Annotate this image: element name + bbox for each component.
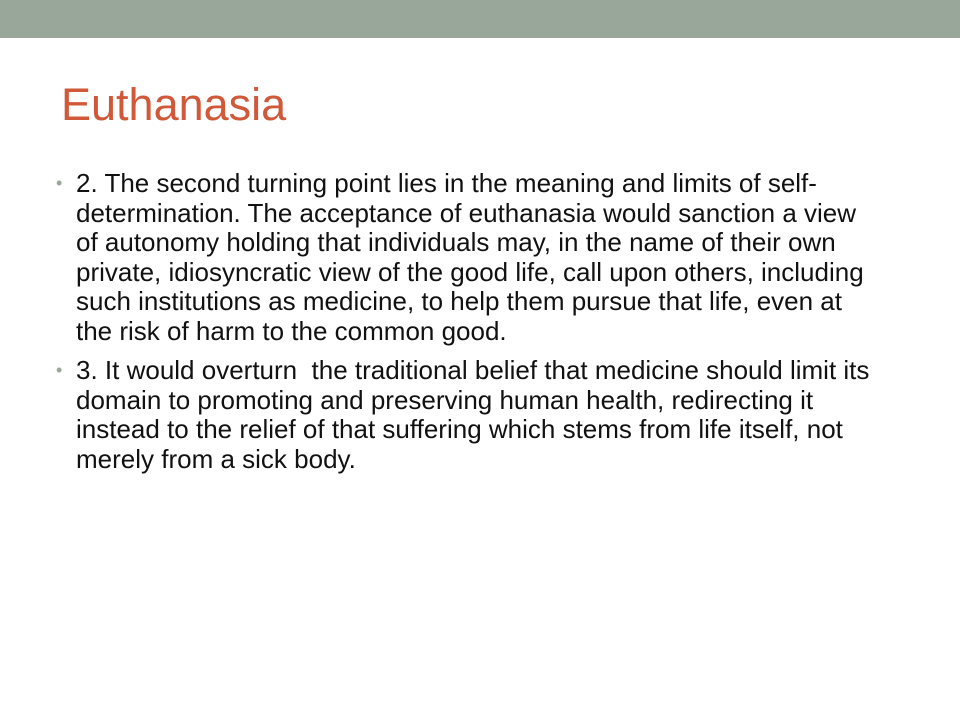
bullet-point-icon: • (56, 173, 63, 193)
bullet-text: 2. The second turning point lies in the meaning and limits of self-determination. The acceptance of euthanasia would sanction a view of autonomy holding that individuals may, in the name of their own private, idiosyncratic view of the good life, call upon others, including such institutions as medicine, to help them pursue that life, even at the risk of harm to the common good. (76, 168, 871, 346)
bullet-text: 3. It would overturn the traditional belief that medicine should limit its domain to promoting and preserving human health, redirecting it instead to the relief of that suffering which stems from life itself, not merely from a sick body. (76, 355, 877, 474)
slide-title: Euthanasia (61, 79, 287, 130)
bullet-point-icon: • (56, 360, 63, 380)
bullet-list (56, 169, 876, 484)
top-accent-band (0, 0, 960, 38)
bullet-item (56, 356, 876, 474)
bullet-item (56, 169, 876, 346)
